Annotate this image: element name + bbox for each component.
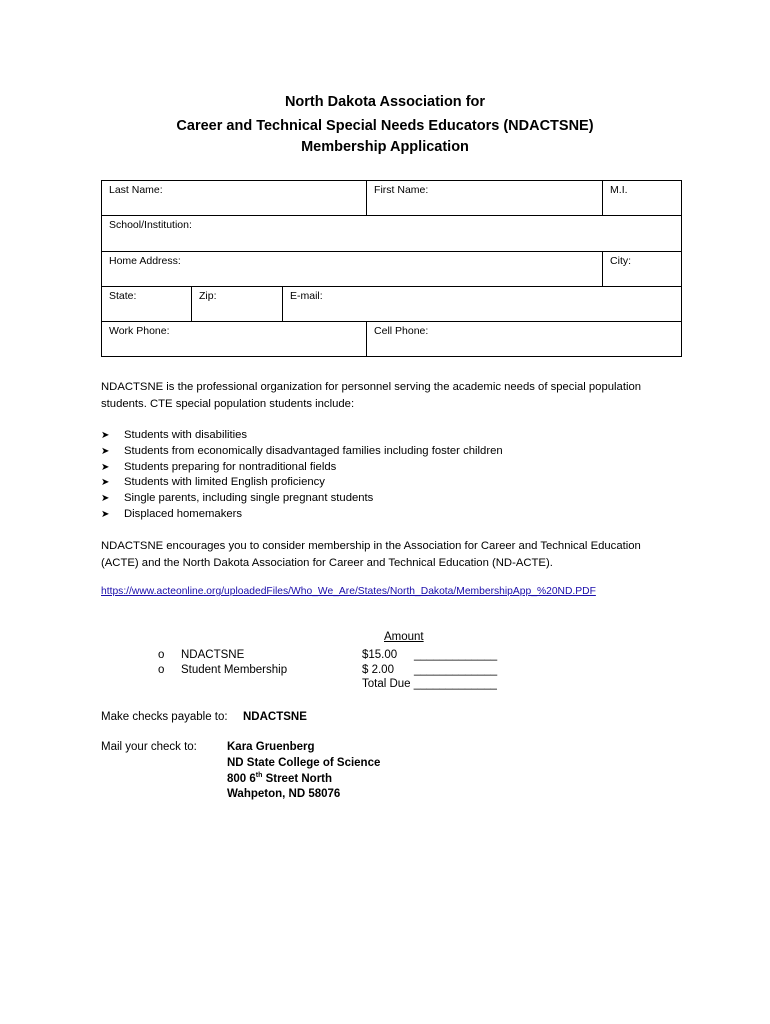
mail-org: ND State College of Science bbox=[227, 757, 381, 769]
payable-to: NDACTSNE bbox=[243, 711, 307, 723]
work-phone-field[interactable] bbox=[102, 322, 367, 357]
amount-blank[interactable]: _____________ bbox=[414, 664, 498, 676]
membership-option-ndactsne: NDACTSNE bbox=[181, 649, 245, 661]
school-field[interactable] bbox=[102, 216, 682, 252]
acte-paragraph: NDACTSNE encourages you to consider membership in the Association for Career and Technical Education (ACTE) and the North Dakota Association for Career and Technical Education (ND-ACTE). bbox=[101, 540, 641, 569]
city-field[interactable] bbox=[603, 252, 682, 287]
mail-label: Mail your check to: bbox=[101, 741, 197, 753]
membership-price: $15.00 bbox=[362, 649, 398, 661]
circle-bullet-icon: o bbox=[158, 664, 165, 676]
total-due bbox=[362, 678, 497, 690]
list-item: ➤ Displaced homemakers bbox=[101, 507, 503, 523]
last-name-label: Last Name: bbox=[109, 184, 163, 196]
state-label: State: bbox=[109, 290, 137, 302]
city-label: City: bbox=[610, 255, 632, 267]
acte-membership-link[interactable]: https://www.acteonline.org/uploadedFiles/Who_We_Are/States/North_Dakota/MembershipApp_%20ND.PDF bbox=[101, 586, 596, 597]
list-item: ➤ Students from economically disadvantaged families including foster children bbox=[101, 444, 503, 460]
middle-initial-label: M.I. bbox=[610, 184, 628, 196]
cell-phone-label: Cell Phone: bbox=[374, 325, 429, 337]
circle-bullet-icon: o bbox=[158, 649, 165, 661]
list-item: ➤ Students with limited English proficiency bbox=[101, 475, 503, 491]
arrow-bullet-icon: ➤ bbox=[101, 508, 110, 520]
amount-heading: Amount bbox=[384, 631, 424, 643]
first-name-label: First Name: bbox=[374, 184, 429, 196]
home-address-field[interactable] bbox=[102, 252, 603, 287]
email-label: E-mail: bbox=[290, 290, 323, 302]
payable-label: Make checks payable to: bbox=[101, 711, 228, 723]
total-due-label: Total Due bbox=[362, 678, 411, 690]
title-line-3: Membership Application bbox=[301, 139, 469, 155]
mail-city: Wahpeton, ND 58076 bbox=[227, 788, 341, 800]
middle-initial-field[interactable] bbox=[603, 181, 682, 216]
arrow-bullet-icon: ➤ bbox=[101, 461, 110, 473]
special-population-list bbox=[101, 428, 503, 523]
total-due-blank[interactable]: _____________ bbox=[413, 678, 497, 690]
list-item: ➤ Single parents, including single pregnant students bbox=[101, 491, 503, 507]
intro-paragraph: NDACTSNE is the professional organization for personnel serving the academic needs of special population students. CTE special population students include: bbox=[101, 381, 642, 410]
school-label: School/Institution: bbox=[109, 219, 192, 231]
work-phone-label: Work Phone: bbox=[109, 325, 170, 337]
title-line-1: North Dakota Association for bbox=[284, 94, 486, 110]
list-item: ➤ Students with disabilities bbox=[101, 428, 503, 444]
list-item: ➤ Students preparing for nontraditional fields bbox=[101, 460, 503, 476]
amount-blank[interactable]: _____________ bbox=[414, 649, 498, 661]
last-name-field[interactable] bbox=[102, 181, 367, 216]
membership-price: $ 2.00 bbox=[362, 664, 394, 676]
arrow-bullet-icon: ➤ bbox=[101, 430, 110, 441]
membership-option-student: Student Membership bbox=[181, 664, 288, 676]
email-field[interactable] bbox=[283, 287, 682, 322]
state-field[interactable] bbox=[102, 287, 192, 322]
zip-label: Zip: bbox=[199, 290, 217, 302]
arrow-bullet-icon: ➤ bbox=[101, 445, 110, 457]
first-name-field[interactable] bbox=[367, 181, 603, 216]
cell-phone-field[interactable] bbox=[367, 322, 682, 357]
arrow-bullet-icon: ➤ bbox=[101, 493, 110, 505]
arrow-bullet-icon: ➤ bbox=[101, 477, 110, 489]
title-line-2: Career and Technical Special Needs Educators (NDACTSNE) bbox=[176, 118, 594, 134]
membership-form-table bbox=[101, 180, 682, 357]
mail-name: Kara Gruenberg bbox=[227, 741, 315, 753]
mail-street: 800 6th Street North bbox=[227, 772, 333, 785]
home-address-label: Home Address: bbox=[109, 255, 181, 267]
zip-field[interactable] bbox=[192, 287, 283, 322]
